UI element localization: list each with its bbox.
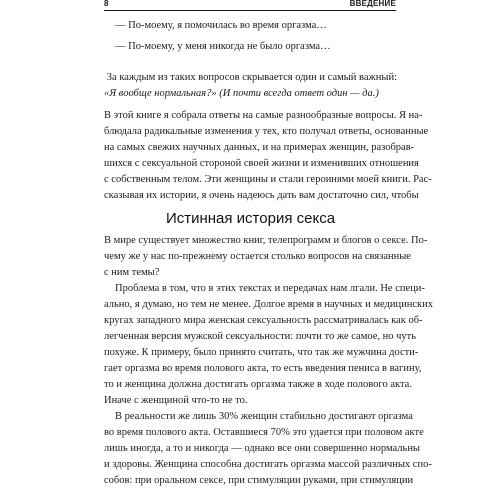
quote-line: — По-моему, у меня никогда не было оргазма… xyxy=(115,41,331,52)
text-line: блюдала радикальные изменения у тех, кто получал ответы, основанные xyxy=(104,126,429,137)
chapter-heading: Истинная история секса xyxy=(165,210,336,227)
quote-line: — По-моему, я помочилась во время оргазма… xyxy=(115,20,327,31)
text-line: во время полового акта. Оставшиеся 70% это удается при половом акте xyxy=(104,427,424,438)
page-number: 8 xyxy=(104,0,109,8)
text-line: собов: при оральном сексе, при стимуляции руками, при стимуляции xyxy=(104,475,414,486)
text-line: сказывая их истории, я очень надеюсь дать вам достаточно сил, чтобы xyxy=(104,190,419,201)
text-line: Иначе с женщиной что-то не то. xyxy=(104,395,248,406)
text-line: В мире существует множество книг, телепрограмм и блогов о сексе. По- xyxy=(104,235,428,246)
text-line: В реальности же лишь 30% женщин стабильно достигают оргазма xyxy=(115,411,413,422)
running-header xyxy=(104,0,396,11)
text-line: и здоровы. Женщина способна достигать оргазма массой различных спо- xyxy=(104,459,432,470)
text-line: В этой книге я собрала ответы на самые разнообразные вопросы. Я на- xyxy=(104,110,423,121)
text-line: на самых свежих научных данных, и на примерах женщин, разобрав- xyxy=(104,142,415,153)
text-line: ально, я думаю, но тем не менее. Долгое время в научных и медицинских xyxy=(104,299,434,310)
text-line: то и женщина должна достигать оргазма также в ходе полового акта. xyxy=(104,379,412,390)
text-line: гает оргазма во время полового акта, то есть введения пениса в вагину, xyxy=(104,363,422,374)
text-line: шихся с сексуальной стороной своей жизни и изменивших отношения xyxy=(104,158,419,169)
text-line: Проблема в том, что в этих текстах и передачах нам лгали. Не специ- xyxy=(115,283,425,294)
text-line: с ним темы? xyxy=(104,267,160,278)
key-question: «Я вообще нормальная?» (И почти всегда ответ один — да.) xyxy=(104,88,379,99)
text-line: с собственным телом. Эти женщины и стали героинями моей книги. Рас- xyxy=(104,174,432,185)
text-line: похуже. К примеру, было принято считать, что так же мужчина дости- xyxy=(104,347,419,358)
text-line: легченная версия мужской сексуальности: почти то же самое, но чуть xyxy=(104,331,417,342)
section-title-header: ВВЕДЕНИЕ xyxy=(349,0,396,8)
text-line xyxy=(104,86,397,102)
text-line: кругах западного мира женская сексуальность рассматривалась как об- xyxy=(104,315,423,326)
text-line: чему же у нас по-прежнему остается столько вопросов на связанные xyxy=(104,251,411,262)
text-line: лишь иногда, а то и никогда — однако все они совершенно нормальны xyxy=(104,443,420,454)
text-line: За каждым из таких вопросов скрывается один и самый важный: xyxy=(106,72,397,83)
